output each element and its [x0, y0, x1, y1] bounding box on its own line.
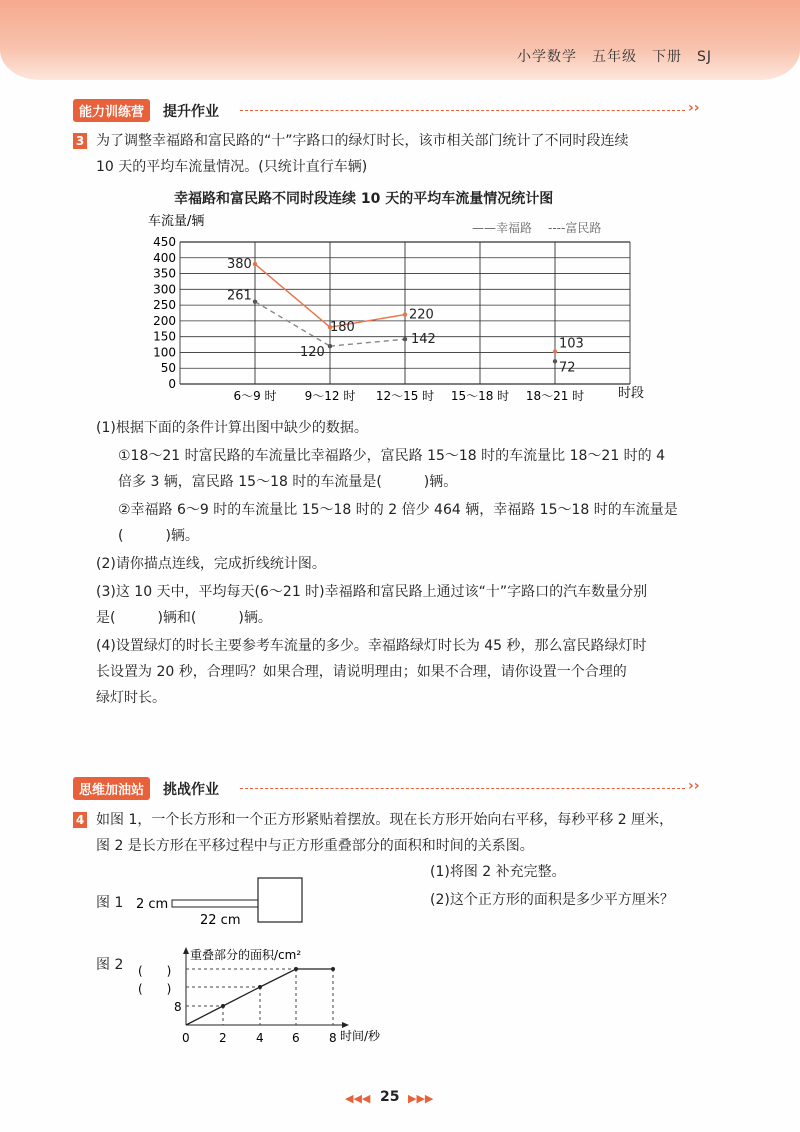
series-segment — [255, 302, 330, 346]
question-number: 4 — [73, 812, 87, 828]
q4-text-line1: 如图 1，一个长方形和一个正方形紧贴着摆放。现在长方形开始向右平移，每秒平移 2 厘米， — [96, 812, 674, 828]
q3-part3-line2: 是( )辆和( )辆。 — [96, 610, 272, 626]
data-label: 103 — [559, 336, 584, 352]
q3-part1: (1)根据下面的条件计算出图中缺少的数据。 — [96, 420, 368, 436]
chevron-right-icon: ›› — [688, 100, 700, 116]
q3-text-line2: 10 天的平均车流量情况。(只统计直行车辆) — [96, 159, 368, 175]
chart-title: 幸福路和富民路不同时段连续 10 天的平均车流量情况统计图 — [174, 191, 554, 207]
q3-part1a-line2: 倍多 3 辆，富民路 15～18 时的车流量是( )辆。 — [118, 474, 458, 490]
x-tick-label: 15～18 时 — [450, 389, 510, 403]
figure2-label: 图 2 — [96, 957, 124, 973]
data-point — [328, 344, 332, 348]
data-label: 72 — [559, 360, 576, 376]
y-tick-label: 300 — [153, 282, 176, 297]
fig2-xtick-0: 0 — [182, 1031, 190, 1045]
data-label: 180 — [330, 320, 355, 336]
rectangle-shape — [172, 900, 258, 907]
data-point — [403, 337, 407, 341]
q3-part1b-line2: ( )辆。 — [118, 528, 199, 544]
x-tick-label: 12～15 时 — [375, 389, 435, 403]
x-axis-label: 时段 — [618, 386, 645, 401]
section-sub-improve: 提升作业 — [163, 104, 219, 120]
data-label: 380 — [227, 257, 252, 273]
q3-part1a-line1: ①18～21 时富民路的车流量比幸福路少，富民路 15～18 时的车流量比 18～21 时的 4 — [118, 448, 666, 464]
header-band — [0, 0, 800, 80]
data-label: 220 — [409, 307, 434, 323]
q3-part1b-line1: ②幸福路 6～9 时的车流量比 15～18 时的 2 倍少 464 辆，幸福路 15～18 时的车流量是 — [118, 502, 678, 518]
arrow-up-icon — [183, 947, 189, 954]
line-chart — [140, 212, 660, 412]
x-tick-label: 9～12 时 — [304, 389, 356, 403]
y-tick-label: 200 — [153, 313, 176, 328]
fig2-xtick-6: 6 — [292, 1031, 300, 1045]
y-axis-unit: 车流量/辆 — [148, 214, 205, 229]
y-tick-label: 0 — [168, 377, 176, 391]
fig2-x-label: 时间/秒 — [340, 1029, 381, 1043]
figure1-diagram — [130, 872, 320, 932]
data-point — [553, 349, 557, 353]
figure2-graph — [130, 945, 420, 1050]
page-number: 25 — [380, 1089, 400, 1105]
chevron-right-icon: ›› — [688, 778, 700, 794]
x-tick-label: 18～21 时 — [525, 389, 585, 403]
legend-xingfu: ——幸福路 — [472, 221, 533, 235]
q4-sub1: (1)将图 2 补充完整。 — [430, 864, 566, 880]
y-tick-label: 450 — [153, 235, 176, 249]
data-point — [253, 262, 257, 266]
q4-text-line2: 图 2 是长方形在平移过程中与正方形重叠部分的面积和时间的关系图。 — [96, 838, 534, 854]
figure1-label: 图 1 — [96, 895, 124, 911]
fig2-line — [186, 969, 333, 1025]
section-label-ability: 能力训练营 — [73, 99, 150, 122]
q4-sub2: (2)这个正方形的面积是多少平方厘米？ — [430, 892, 674, 908]
data-label: 120 — [300, 345, 325, 361]
series-segment — [330, 339, 405, 346]
section-divider — [240, 788, 685, 789]
fig2-blank-lower: ( ) — [138, 982, 172, 996]
header-title: 小学数学 五年级 下册 SJ — [516, 49, 712, 65]
fig2-xtick-2: 2 — [219, 1031, 227, 1045]
x-tick-labels — [233, 388, 584, 403]
y-tick-label: 100 — [153, 345, 176, 360]
data-point — [403, 312, 407, 316]
next-page-icon: ▶▶▶ — [408, 1092, 434, 1105]
data-point — [253, 299, 257, 303]
prev-page-icon: ◀◀◀ — [345, 1092, 371, 1105]
section-label-thinking: 思维加油站 — [73, 777, 150, 800]
q3-text-line1: 为了调整幸福路和富民路的“十”字路口的绿灯时长，该市相关部门统计了不同时段连续 — [96, 133, 629, 149]
fig2-xtick-4: 4 — [256, 1031, 264, 1045]
q3-part2: (2)请你描点连线，完成折线统计图。 — [96, 556, 326, 572]
y-tick-label: 150 — [153, 329, 176, 344]
q3-part4-line1: (4)设置绿灯的时长主要参考车流量的多少。幸福路绿灯时长为 45 秒，那么富民路绿灯时 — [96, 638, 647, 654]
fig2-y-label: 重叠部分的面积/cm² — [190, 948, 302, 962]
fig2-blank-upper: ( ) — [138, 964, 172, 978]
section-sub-challenge: 挑战作业 — [163, 782, 219, 798]
y-tick-label: 400 — [153, 250, 176, 265]
q3-part3-line1: (3)这 10 天中，平均每天(6～21 时)幸福路和富民路上通过该“十”字路口的汽车数量分别 — [96, 584, 648, 600]
rect-length-label: 22 cm — [200, 913, 241, 928]
data-label: 261 — [227, 288, 252, 304]
fig2-xtick-8: 8 — [329, 1031, 337, 1045]
y-tick-labels — [153, 235, 176, 391]
legend-fumin: ----富民路 — [548, 221, 602, 235]
x-tick-label: 6～9 时 — [233, 389, 277, 403]
data-point — [553, 359, 557, 363]
q3-part4-line3: 绿灯时长。 — [96, 690, 166, 706]
arrow-right-icon — [342, 1022, 349, 1028]
data-label: 142 — [411, 332, 436, 348]
question-number: 3 — [73, 133, 87, 149]
square-shape — [258, 878, 302, 922]
q3-part4-line2: 长设置为 20 秒，合理吗？如果合理，请说明理由；如果不合理，请你设置一个合理的 — [96, 664, 627, 680]
rect-width-label: 2 cm — [136, 897, 169, 912]
y-tick-label: 250 — [153, 298, 176, 313]
y-tick-label: 350 — [153, 266, 176, 281]
fig2-y-8: 8 — [174, 1000, 182, 1014]
y-tick-label: 50 — [160, 361, 176, 376]
section-divider — [240, 110, 685, 111]
